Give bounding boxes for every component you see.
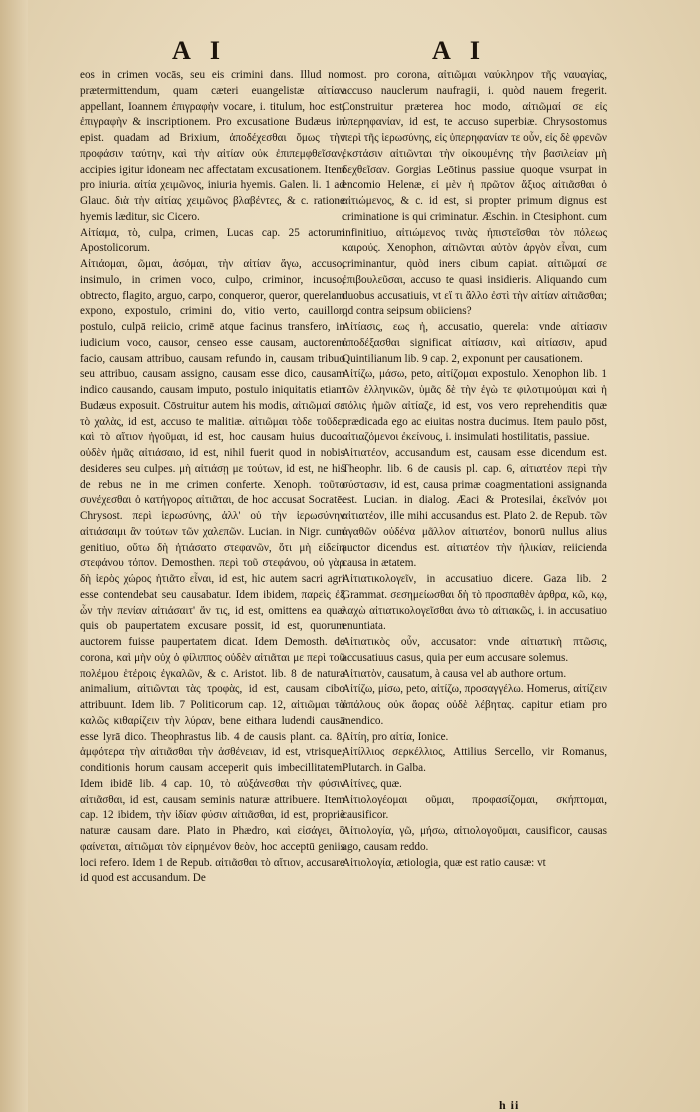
left-column (80, 68, 345, 887)
entry-paragraph: eos in crimen vocās, seu eis crimini dans. Illud non prætermittendum, quam cæteri euangelistæ αἰτίαν appellant, Ioannem ἐπιγραφὴν vocare, i. titulum, hoc est, ἐπιγραφὴν & inscriptionem. Pro excusatione Budæus in epist. quadam ad Brixium, ἀποδέχεσθαι ὅμως τὴν προφάσιν ταύτην, καὶ τὴν αἰτίαν οὐκ ἐπιπεμφθεῖσαν, accipies igitur idoneam nec affectatam excusationem. Item pro iniuria. αἰτία χειμῶνος, iniuria hyemis. Galen. li. 1 ad Glauc. διὰ τὴν αἰτίας χειμῶνος βλαβέντες, & c. ratione hyemis læditur, sic Cicero. (80, 69, 345, 223)
entry-paragraph: Αἰτίνες, quæ. (342, 777, 402, 790)
entry-paragraph: Αἰτίασις, εως ἡ, accusatio, querela: vnde αἰτίασιν ἀποδέξασθαι significat αἰτίασιν, καὶ αἰτίασιν, apud Quintilianum lib. 9 cap. 2, exponunt per causationem. (342, 321, 607, 365)
entry-paragraph: Αἰτίζω, μίσω, peto, αἰτίζω, προσαγγέλω. Homerus, αἰτίζειν ἀπάλους οὐκ ἄορας οὐδὲ λέβητας. capitur etiam pro mendico. (342, 683, 607, 727)
entry-paragraph: Αἰτιάομαι, ῶμαι, ἀσόμαι, τὴν αἰτίαν ἄγω, accuso, insimulo, in crimen voco, culpo, criminor, incuso, obtrecto, flagito, arguo, carpo, conqueror, queror, querelam expono, expostulo, crimini do, vitio verto, cauillor, postulo, culpā reiicio, crimē atque facinus transfero, in iudicium voco, causor, censeo esse causam, auctorem facio, causam attribuo, causam refundo in, causam tribuo seu attribuo, causam assigno, causam esse dico, causam indico causando, causam imputo, postulo iniquitatis etiam Budæus exposuit. Cōstruitur autem his modis, αἰτιῶμαί σε τὸ χαλὰς, id est, accuso te malitiæ. αἰτιῶμαι τὸδε τοῦδε, καὶ τὸ αἴτιον ἡγοῦμαι, id est, hoc causam huius duco. οὐδὲν ἡμᾶς αἰτιάσαιο, id est, nihil fuerit quod in nobis desideres seu culpes. μὴ αἰτιάσῃ με τούτων, id est, ne his de rebus ne in me crimen conferte. Xenoph. τοῦτο συνέχεσθαι ὁ κατήγορος αἰτιᾶται, de hoc accusat Socratē. Chrysost. περὶ ἱερωσύνης, ἀλλ' οὐ τὴν ἱερωσύνην αἰτιάσαιμι ἂν τούτων τῶν χαλεπῶν. Lucian. in Nigr. cum genitiuo, οὕτω δὴ ἠτιάσατο στεφανῶν, ὅτι μὴ εἰδείη στεφάνου τόπον. Demosthen. περὶ τοῦ στεφάνου, οὐ γὰρ δὴ ἱερὸς χώρος ἠτιᾶτο εἶναι, id est, hic autem sacri agri esse contendebat seu causabatur. Idem ibidem, παρεὶς ἐξ ὧν τὴν πενίαν αἰτιάσαιτ' ἄν τις, id est, omittens ea quæ quis ob paupertatem excusare possit, id est, quorum auctorem fuisse paupertatem dicat. Idem Demosth. de corona, καὶ μὴν οὐχ ὁ φίλιππος οὐδὲν αἰτιᾶται με περὶ τοῦ πολέμου ἑτέροις ἐγκαλῶν, & c. Aristot. lib. 8 de natura animalium, αἰτιῶνται τὰς τροφὰς, id est, causam cibo attribuunt. Idem lib. 7 Politicorum cap. 12, αἰτιῶμαι τὸ καλῶς κιθαρίζειν τὴν λύραν, bene eithara ludendi causā esse lyrā dico. Theophrastus lib. 4 de causis plant. ca. 8, ἀμφότερα τὴν αἰτιᾶσθαι τὴν ἀσθένειαν, id est, vtrisque; conditionis horum causam acceperit quis imbecillitatem. Idem ibidē lib. 4 cap. 10, τὸ αὐξάνεσθαι τὴν φύσιν αἰτιᾶσθαι, id est, causam seminis naturæ attribuere. Item cap. 12 ibidem, τὴν ἰδίαν φύσιν αἰτιᾶσθαι, id est, propriè naturæ causam dare. Plato in Phædro, καὶ εἰσάγει, ὃ φαίνεται, αἰτιῶμαι τὸν εἰρημένον θεὸν, hoc acceptū geniis loci refero. Idem 1 de Repub. αἰτιᾶσθαι τὸ αἴτιον, accusare id quod est accusandum. De (80, 258, 345, 885)
entry-paragraph: Αἰτιολογία, ætiologia, quæ est ratio causæ: vt (342, 856, 546, 869)
right-column (342, 68, 607, 871)
running-header-right: A I (432, 36, 487, 65)
entry-paragraph: Αἰτιολογία, γῶ, μήσω, αἰτιολογοῦμαι, causificor, causas ago, causam reddo. (342, 825, 607, 853)
entry-paragraph: most. pro corona, αἰτιῶμαι ναύκληρον τῆς ναυαγίας, accuso nauclerum naufragii, i. quòd nauem fregerit. Construitur præterea hoc modo, αἰτιῶμαί σε εἰς ὑπερηφανίαν, id est, te accuso superbiæ. Chrysostomus περὶ τῆς ἱερωσύνης, εἰς ὑπερηφανίαν τε οὖν, εἰς δὲ φρενῶν ἐκστάσιν αἰτιῶνται τὴν οἰκουμένης τὴν βασιλείαν μὴ δεχθεῖσαν. Gorgias Leōtinus passiue quoque vsurpat in encomio Helenæ, εἰ μὲν ἡ πρῶτον ἄξιος αἰτιᾶσθαι ὁ αἰτιώμενος, & c. id est, si propter primum dignus est criminatione is qui criminatur. Æschin. in Ctesiphont. cum infinitiuo, αἰτιώμενος τινὰς ἠπιστεῖσθαι τὸν πόλεως καιρούς. Xenophon, αἰτιῶνται αὐτὸν ἀργὸν εἶναι, cum criminantur, quòd iners cibum capiat. αἰτιῶμαί σε ἐπιβουλεῦσαι, accuso te quasi insidieris. Aliquando cum duobus accusatiuis, vt εἴ τι ἄλλο ἐστὶ τὴν αἰτίαν αἰτιᾶσθαι; qd contra seipsum obiiciens? (342, 69, 607, 318)
entry-paragraph: Αἰτίαμα, τὸ, culpa, crimen, Lucas cap. 25 actorum Apostolicorum. (80, 226, 345, 255)
entry-paragraph: Αἰτιατικὸς οὖν, accusator: vnde αἰτιατικὴ πτῶσις, accusatiuus casus, quia per eum accusare solemus. (342, 636, 607, 664)
signature-mark: h ii (499, 1098, 520, 1112)
entry-paragraph: Αἰτιολογέομαι οῦμαι, προφασίζομαι, σκήπτομαι, causificor. (342, 793, 607, 822)
entry-paragraph: Αἰτίζω, μάσω, peto, αἰτίζομαι expostulo. Xenophon lib. 1 τῶν ἑλληνικῶν, ὑμᾶς δὲ τὴν ἐγὼ τε φιλοτιμούμαι καὶ ἡ πόλις ἡμῶν αἰτίαζε, id est, vos vero reprehenditis quæ prædicada ego ac eiuitas nostra ducimus. Item paulo pōst, αἰτιαζόμενοι ἐκείνους, i. insimulati hostilitatis, passiue. (342, 368, 607, 444)
binding-gutter (0, 0, 28, 1112)
entry-paragraph: Αἰτιατὸν, causatum, à causa vel ab authore ortum. (342, 667, 567, 680)
entry-paragraph: Αἰτιατικολογεῖν, in accusatiuo dicere. Gaza lib. 2 Grammat. σεσημείωσθαι δὴ τὸ προσπαθὲν ἀρθρα, κῶ, κῳ, λαχὼ αἰτιατικολογεῖσθαι ἀνω τὸ αἰτιακῶς, i. in accusatiuo enuntiata. (342, 573, 607, 633)
entry-paragraph: Αἰτίη, pro αἰτία, Ionice. (342, 730, 449, 743)
entry-paragraph: Αἰτιατέον, accusandum est, causam esse dicendum est. Theophr. lib. 6 de causis pl. cap. 6, αἰτιατέον περὶ τὴν σύστασιν, id est, causa primæ coagmentationi assignanda est. Lucian. in dialog. Æaci & Protesilai, ἐκεῖνόν μοι αἰτιατέον, ille mihi accusandus est. Plato 2. de Repub. τῶν ἀγαθῶν οὐδένα μᾶλλον αἰτιατέον, bonorū nullus alius auctor dicendus est. αἰτιατέον τὴν ἡλικίαν, reiicienda causa in ætatem. (342, 447, 607, 570)
running-header-left: A I (172, 36, 227, 65)
entry-paragraph: Αἰτίλλιος σερκέλλιος, Attilius Sercello, vir Romanus, Plutarch. in Galba. (342, 746, 607, 774)
